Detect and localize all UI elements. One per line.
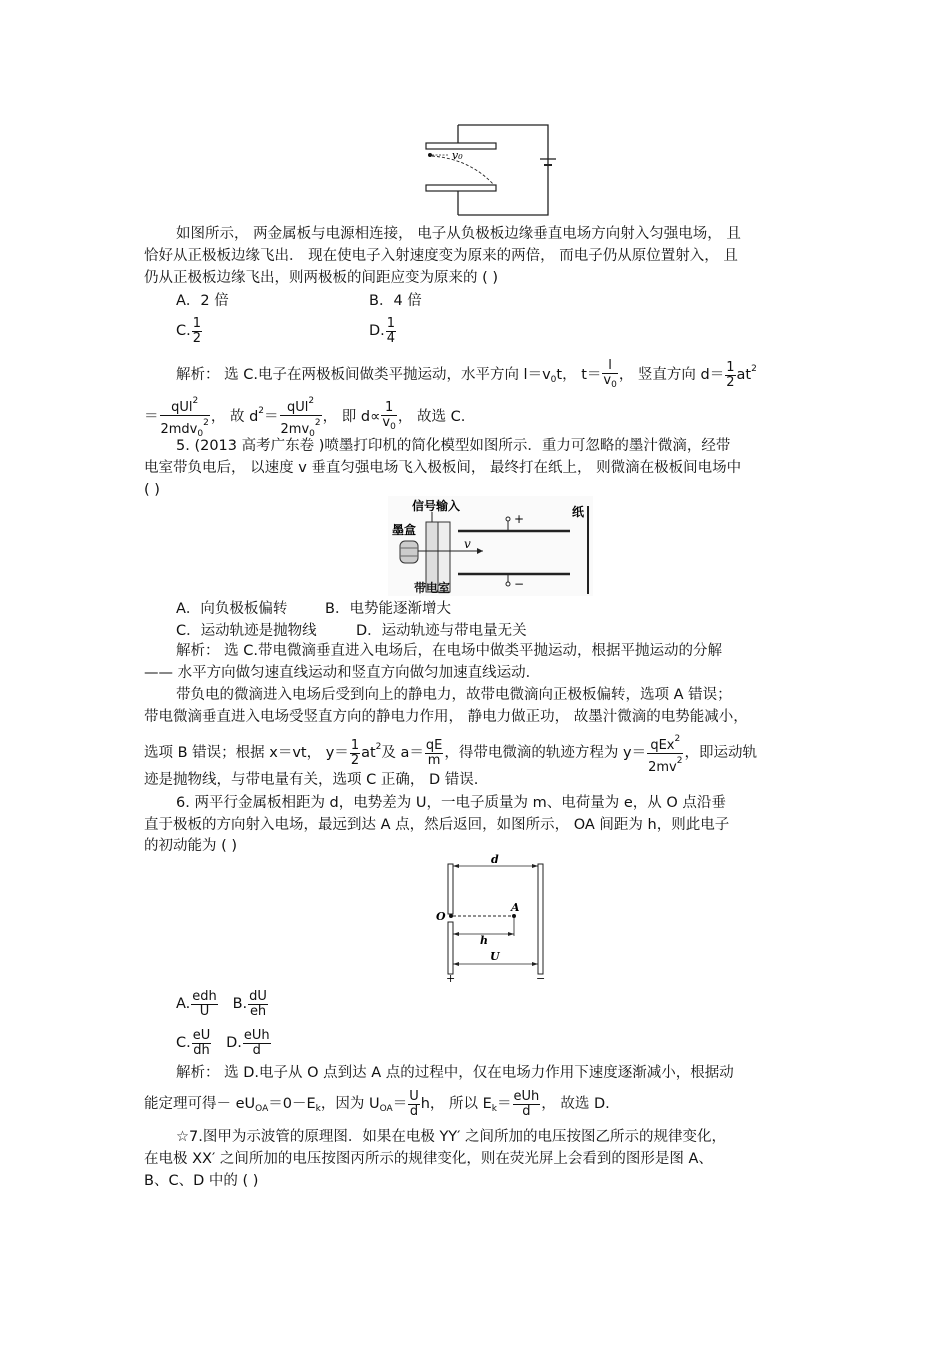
q4-option-b: B．4 倍 <box>369 293 422 309</box>
q6-line1: 6. 两平行金属板相距为 d，电势差为 U，一电子质量为 m、电荷量为 e，从 O 点沿垂 <box>176 795 726 811</box>
q6-solution-line2: 能定理可得－ $eU_{OA}=0-E_k$，因为 $U_{OA}=$ $\frac{U}{d}$ h， 所以 $E_k=$ $\frac{\text{eUh}}{d}$ ， 故选 D. <box>144 1088 610 1119</box>
point-O-label: O <box>436 910 446 923</box>
q6-line3: 的初动能为 ( ) <box>144 838 238 854</box>
distance-h-label: h <box>480 934 488 947</box>
v0-label: v₀ <box>452 149 463 162</box>
bottom-plate <box>426 185 496 191</box>
right-plate <box>538 864 543 974</box>
minus-label: − <box>514 577 525 591</box>
minus-sign: − <box>536 972 546 982</box>
q5-line1: 5. (2013 高考广东卷 )喷墨打印机的简化模型如图所示．重力可忽略的墨汁微滴，经带 <box>176 438 731 454</box>
ink-box <box>400 541 418 563</box>
charge-chamber-label: 带电室 <box>414 581 451 595</box>
ink-box-label: 墨盒 <box>392 523 417 537</box>
q7-line2: 在电极 XX′ 之间所加的电压按图丙所示的规律变化，则在荧光屏上会看到的图形是图 A、 <box>144 1151 713 1167</box>
q5-solution-line3: 带负电的微滴进入电场后受到向上的静电力，故带电微滴向正极板偏转，选项 A 错误； <box>176 687 732 703</box>
q5-solution-line2: —— 水平方向做匀速直线运动和竖直方向做匀加速直线运动． <box>144 665 541 681</box>
point-A-label: A <box>511 901 520 914</box>
q7-line1: ☆7.图甲为示波管的原理图．如果在电极 YY′ 之间所加的电压按图乙所示的规律变化， <box>176 1129 727 1145</box>
q5-line2: 电室带负电后， 以速度 v 垂直匀强电场飞入极板间， 最终打在纸上， 则微滴在极板间电场中 <box>144 460 742 476</box>
q4-line2: 恰好从正极板边缘飞出． 现在使电子入射速度变为原来的两倍， 而电子仍从原位置射入， 且 <box>144 248 738 264</box>
q5-solution-line4: 带电微滴垂直进入电场受竖直方向的静电力作用， 静电力做正功， 故墨汁微滴的电势能减小， <box>144 709 748 725</box>
q5-solution-line5: 选项 B 错误；根据 x＝vt， y＝ $\frac{1}{2}$ $at^2$及 a＝ $\frac{qE}{m}$ ，得带电微滴的轨迹方程为 y＝ $\frac{qEx^2}{2mv^2}$ ，即运动轨 <box>144 733 757 775</box>
q5-option-d: D．运动轨迹与带电量无关 <box>356 623 527 639</box>
q6-solution-line1: 解析： 选 D.电子从 O 点到达 A 点的过程中，仅在电场力作用下速度逐渐减小，根据动 <box>176 1065 734 1081</box>
plus-sign: + <box>446 972 456 982</box>
q5-option-a: A．向负极板偏转 <box>176 601 288 617</box>
q4-option-c: C. $\frac{1}{2}$ <box>176 315 202 346</box>
parallel-plates-figure <box>430 852 555 982</box>
voltage-U-label: U <box>490 950 500 963</box>
capacitor-circuit-figure <box>420 115 560 220</box>
q6-line2: 直于极板的方向射入电场，最远到达 A 点，然后返回，如图所示， OA 间距为 h，则此电子 <box>144 817 730 833</box>
q5-option-b: B．电势能逐渐增大 <box>325 601 451 617</box>
q4-option-d: D. $\frac{1}{4}$ <box>369 315 396 346</box>
q4-solution-line1: 解析： 选 C.电子在两极板间做类平抛运动，水平方向 $l=v_0t$， t＝ $\frac{l}{v_0}$ ， 竖直方向 d＝ $\frac{1}{2}$ $at^2$ <box>176 357 757 390</box>
velocity-label: v <box>464 537 471 551</box>
q7-line3: B、C、D 中的 ( ) <box>144 1173 259 1189</box>
left-plate-lower <box>448 922 453 974</box>
q5-line3: ( ) <box>144 482 160 498</box>
q4-line1: 如图所示， 两金属板与电源相连接， 电子从负极板边缘垂直电场方向射入匀强电场， 且 <box>176 226 741 242</box>
q6-options-cd: C. $\frac{eU}{dh}$ D. $\frac{\text{eUh}}{d}$ <box>176 1027 270 1058</box>
q4-line3: 仍从正极板边缘飞出，则两极板的间距应变为原来的 ( ) <box>144 270 499 286</box>
q5-solution-line1: 解析： 选 C.带电微滴垂直进入电场后，在电场中做类平抛运动，根据平抛运动的分解 <box>176 643 722 659</box>
paper-label: 纸 <box>572 505 585 519</box>
q6-options-ab: A. $\frac{\text{edh}}{U}$ B. $\frac{dU}{eh}$ <box>176 988 267 1019</box>
q5-option-c: C．运动轨迹是抛物线 <box>176 623 317 639</box>
distance-d-label: d <box>491 853 499 866</box>
signal-input-label: 信号输入 <box>412 499 461 513</box>
plus-label: + <box>514 512 525 526</box>
left-plate-upper <box>448 864 453 914</box>
q5-solution-line6: 迹是抛物线，与带电量有关，选项 C 正确， D 错误. <box>144 772 479 788</box>
q4-option-a: A．2 倍 <box>176 293 229 309</box>
q4-solution-line2: ＝ $\frac{qUl^2}{2mdv_0^2}$ ， 故 $d^2=$ $\frac{qUl^2}{2mv_0^2}$ ， 即 d∝ $\frac{1}{v_0}$ ， 故选 C. <box>144 395 466 439</box>
